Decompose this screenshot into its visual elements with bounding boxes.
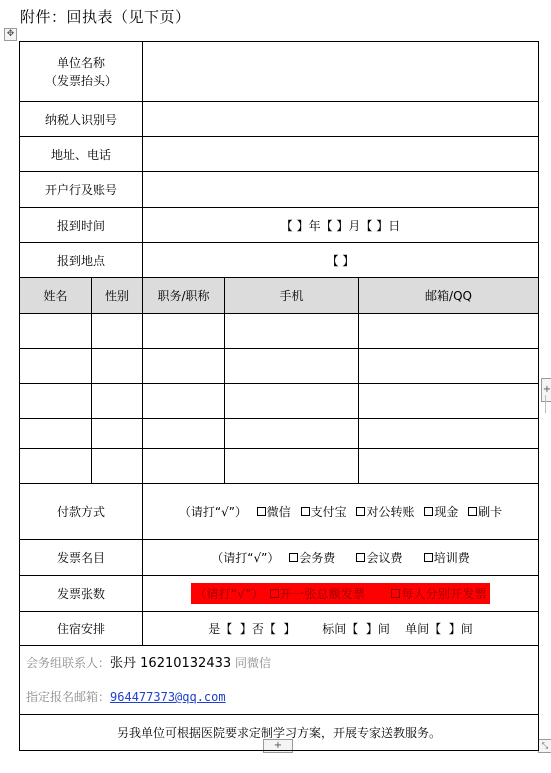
page-title: 附件：回执表（见下页） — [20, 8, 191, 26]
bank-account-field[interactable] — [143, 172, 539, 208]
attendee-name-cell[interactable] — [20, 419, 92, 449]
table-row — [20, 137, 539, 172]
invoice-item-hint: （请打“√”） — [211, 551, 280, 565]
attendee-email-cell[interactable] — [359, 314, 539, 349]
payment-row — [20, 484, 539, 540]
tax-id-field[interactable] — [143, 102, 539, 137]
attendee-mobile-cell[interactable] — [225, 349, 359, 384]
attendee-name-cell[interactable] — [20, 449, 92, 484]
attendee-title-cell[interactable] — [143, 419, 225, 449]
attendee-row — [20, 349, 539, 384]
attendee-mobile-cell[interactable] — [225, 449, 359, 484]
attendee-gender-cell[interactable] — [92, 384, 143, 419]
invoice-option-single: 开一张总额发票 — [279, 587, 366, 601]
invoice-count-field — [143, 576, 539, 612]
unit-name-label-line1: 单位名称 — [57, 55, 106, 70]
invoice-item-field — [143, 540, 539, 576]
attendee-email-cell[interactable] — [359, 449, 539, 484]
attendee-row — [20, 419, 539, 449]
payment-option-wechat: 微信 — [266, 505, 291, 519]
table-resize-icon[interactable]: ⤡ — [538, 739, 551, 753]
attendee-email-cell[interactable] — [359, 349, 539, 384]
bank-account-label: 开户行及账号 — [20, 172, 143, 208]
payment-method-label: 付款方式 — [20, 484, 143, 540]
invoice-checkbox-meeting-service[interactable] — [289, 553, 298, 562]
attendee-header-row — [20, 278, 539, 314]
address-phone-label: 地址、电话 — [20, 137, 143, 172]
invoice-checkbox-conference[interactable] — [356, 553, 365, 562]
table-row — [20, 172, 539, 208]
attendee-name-cell[interactable] — [20, 314, 92, 349]
table-row — [20, 208, 539, 243]
invoice-option-per-person: 每人分别开发票 — [401, 587, 487, 601]
column-header-name: 姓名 — [20, 278, 92, 314]
invoice-option-conference: 会议费 — [366, 551, 403, 565]
invoice-item-label: 发票名目 — [20, 540, 143, 576]
attendee-name-cell[interactable] — [20, 349, 92, 384]
attendee-gender-cell[interactable] — [92, 449, 143, 484]
invoice-count-highlight — [191, 583, 489, 604]
arrival-place-field[interactable]: 【 】 — [143, 243, 539, 278]
invoice-option-meeting-service: 会务费 — [299, 551, 336, 565]
attendee-name-cell[interactable] — [20, 384, 92, 419]
attendee-gender-cell[interactable] — [92, 349, 143, 384]
table-move-handle-icon[interactable]: ✥ — [4, 28, 17, 41]
email-label: 指定报名邮箱： — [26, 690, 111, 704]
table-row — [20, 42, 539, 102]
payment-option-transfer: 对公转账 — [366, 505, 415, 519]
column-header-email: 邮箱/QQ — [359, 278, 539, 314]
attendee-row — [20, 384, 539, 419]
invoice-item-row — [20, 540, 539, 576]
contact-name-phone: 张丹 16210132433 — [110, 656, 232, 671]
attendee-gender-cell[interactable] — [92, 314, 143, 349]
contact-label: 会务组联系人： — [26, 656, 111, 670]
lodging-field[interactable]: 是【 】否【 】 标间【 】间 单间【 】间 — [143, 612, 539, 646]
contact-wechat-note: 同微信 — [234, 656, 271, 670]
unit-name-label — [20, 42, 143, 102]
invoice-checkbox-per-person[interactable] — [391, 589, 400, 598]
arrival-place-label: 报到地点 — [20, 243, 143, 278]
footer-note: 另我单位可根据医院要求定制学习方案，开展专家送教服务。 — [20, 715, 539, 751]
attendee-mobile-cell[interactable] — [225, 419, 359, 449]
attendee-gender-cell[interactable] — [92, 419, 143, 449]
table-row — [20, 102, 539, 137]
payment-checkbox-card[interactable] — [468, 507, 477, 516]
invoice-count-label: 发票张数 — [20, 576, 143, 612]
payment-option-alipay: 支付宝 — [310, 505, 347, 519]
attendee-title-cell[interactable] — [143, 314, 225, 349]
contact-email-line — [26, 680, 538, 714]
attendee-mobile-cell[interactable] — [225, 314, 359, 349]
payment-method-field — [143, 484, 539, 540]
lodging-row — [20, 612, 539, 646]
payment-option-cash: 现金 — [434, 505, 459, 519]
column-header-title: 职务/职称 — [143, 278, 225, 314]
invoice-checkbox-training[interactable] — [424, 553, 433, 562]
invoice-count-row — [20, 576, 539, 612]
payment-checkbox-wechat[interactable] — [257, 507, 266, 516]
table-row — [20, 243, 539, 278]
attendee-row — [20, 449, 539, 484]
contact-row — [20, 646, 539, 715]
column-header-gender: 性别 — [92, 278, 143, 314]
invoice-option-training: 培训费 — [433, 551, 470, 565]
contact-person-line — [26, 646, 538, 680]
unit-name-label-line2: （发票抬头） — [45, 73, 118, 88]
arrival-time-field[interactable]: 【 】年【 】月【 】日 — [143, 208, 539, 243]
receipt-form-table — [19, 41, 539, 751]
lodging-label: 住宿安排 — [20, 612, 143, 646]
tax-id-label: 纳税人识别号 — [20, 102, 143, 137]
invoice-checkbox-single[interactable] — [270, 589, 279, 598]
contact-email-link[interactable]: 964477373@qq.com — [110, 690, 226, 704]
add-column-icon[interactable]: + — [541, 378, 551, 402]
payment-option-card: 刷卡 — [478, 505, 503, 519]
attendee-title-cell[interactable] — [143, 449, 225, 484]
arrival-time-label: 报到时间 — [20, 208, 143, 243]
table-edge-guide — [545, 395, 546, 413]
address-phone-field[interactable] — [143, 137, 539, 172]
attendee-email-cell[interactable] — [359, 419, 539, 449]
unit-name-field[interactable] — [143, 42, 539, 102]
payment-hint: （请打“√”） — [178, 505, 247, 519]
column-header-mobile: 手机 — [225, 278, 359, 314]
payment-checkbox-transfer[interactable] — [356, 507, 365, 516]
attendee-title-cell[interactable] — [143, 384, 225, 419]
attendee-email-cell[interactable] — [359, 384, 539, 419]
contact-cell — [20, 646, 539, 715]
attendee-title-cell[interactable] — [143, 349, 225, 384]
payment-checkbox-cash[interactable] — [424, 507, 433, 516]
footer-row — [20, 715, 539, 751]
add-row-icon[interactable]: + — [263, 739, 293, 753]
payment-checkbox-alipay[interactable] — [301, 507, 310, 516]
attendee-row — [20, 314, 539, 349]
invoice-count-hint: （请打“√”） — [194, 587, 264, 601]
attendee-mobile-cell[interactable] — [225, 384, 359, 419]
